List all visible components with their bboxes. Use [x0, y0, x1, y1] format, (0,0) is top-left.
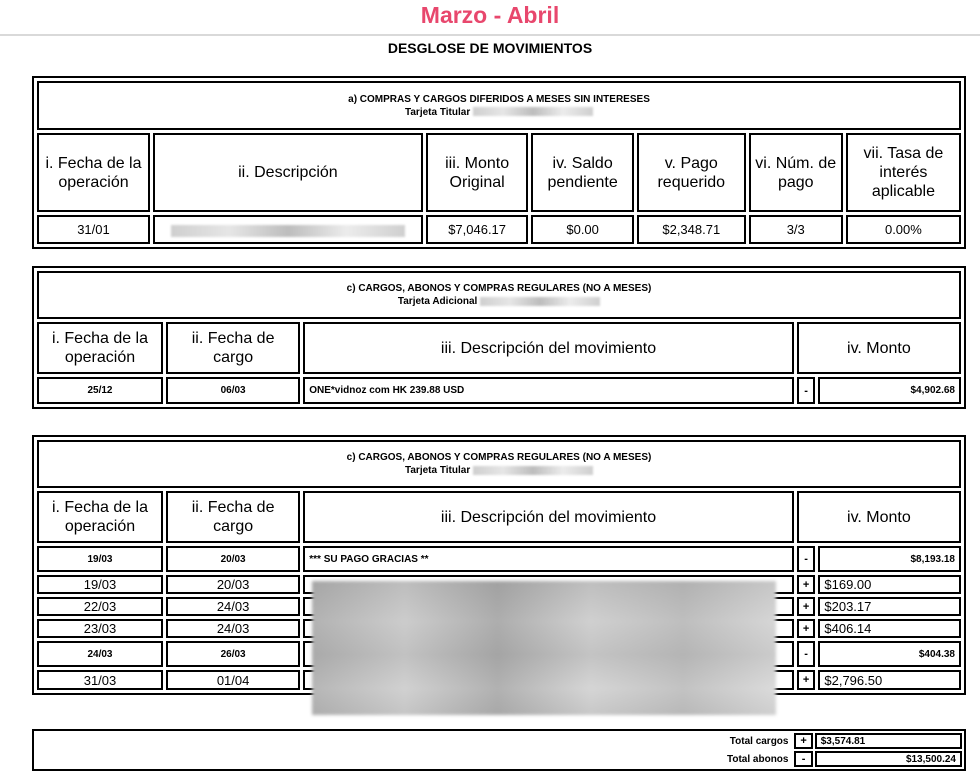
col-descripcion-movimiento: iii. Descripción del movimiento	[303, 491, 794, 543]
col-num-pago: vi. Núm. de pago	[749, 133, 843, 212]
total-cargos-amount: $3,574.81	[815, 733, 962, 749]
op-date: 23/03	[37, 619, 163, 638]
saldo-pendiente: $0.00	[531, 215, 634, 244]
msi-holder-label: Tarjeta Titular	[405, 106, 471, 118]
description: *** SU PAGO GRACIAS **	[303, 546, 794, 572]
amount: $8,193.18	[818, 546, 961, 572]
amount-sign: +	[797, 670, 816, 690]
adicional-holder-label: Tarjeta Adicional	[397, 296, 478, 307]
redacted-card-number	[480, 297, 600, 306]
amount-sign: +	[797, 619, 816, 638]
amount-sign: +	[797, 597, 816, 616]
redacted-descriptions	[312, 581, 776, 715]
msi-section-header	[37, 81, 961, 130]
table-row	[37, 546, 961, 572]
total-cargos-label: Total cargos	[729, 735, 789, 747]
titular-section-title: c) CARGOS, ABONOS Y COMPRAS REGULARES (NO A MESES)	[346, 452, 652, 463]
col-monto: iv. Monto	[797, 491, 961, 543]
amount: $203.17	[818, 597, 961, 616]
op-date: 19/03	[37, 546, 163, 572]
col-fecha-cargo: ii. Fecha de cargo	[166, 322, 300, 374]
table-row	[37, 215, 961, 244]
col-tasa-interes: vii. Tasa de interés aplicable	[846, 133, 961, 212]
col-descripcion: ii. Descripción	[153, 133, 423, 212]
col-monto: iv. Monto	[797, 322, 961, 374]
redacted-description	[171, 225, 405, 237]
total-cargos-sign: +	[794, 733, 812, 749]
table-row	[37, 377, 961, 404]
col-saldo-pendiente: iv. Saldo pendiente	[531, 133, 634, 212]
charge-date: 20/03	[166, 575, 300, 594]
adicional-section-header	[37, 271, 961, 319]
num-pago: 3/3	[749, 215, 843, 244]
col-descripcion-movimiento: iii. Descripción del movimiento	[303, 322, 794, 374]
op-date: 25/12	[37, 377, 163, 404]
amount-sign: -	[797, 546, 816, 572]
col-fecha-cargo: ii. Fecha de cargo	[166, 491, 300, 543]
redacted-card-number	[473, 107, 593, 116]
total-abonos-amount: $13,500.24	[815, 751, 962, 767]
charge-date: 24/03	[166, 597, 300, 616]
op-date: 24/03	[37, 641, 163, 667]
redacted-card-number	[473, 466, 593, 475]
adicional-table	[32, 266, 966, 409]
col-monto-original: iii. Monto Original	[426, 133, 529, 212]
amount: $404.38	[818, 641, 961, 667]
msi-table	[32, 76, 966, 249]
description: ONE*vidnoz com HK 239.88 USD	[303, 377, 794, 404]
page-subtitle: DESGLOSE DE MOVIMIENTOS	[387, 40, 593, 56]
amount: $4,902.68	[818, 377, 961, 404]
col-fecha-operacion: i. Fecha de la operación	[37, 491, 163, 543]
op-date: 22/03	[37, 597, 163, 616]
op-date: 31/03	[37, 670, 163, 690]
charge-date: 06/03	[166, 377, 300, 404]
msi-section-title: a) COMPRAS Y CARGOS DIFERIDOS A MESES SIN INTERESES	[348, 93, 650, 105]
charge-date: 26/03	[166, 641, 300, 667]
op-date: 31/01	[37, 215, 150, 244]
titular-section-header	[37, 440, 961, 488]
amount-sign: -	[797, 377, 816, 404]
total-abonos-sign: -	[794, 751, 812, 767]
amount: $406.14	[818, 619, 961, 638]
totals-table	[32, 729, 966, 771]
monto-original: $7,046.17	[426, 215, 529, 244]
total-abonos-label: Total abonos	[727, 753, 789, 765]
amount: $169.00	[818, 575, 961, 594]
amount-sign: -	[797, 641, 816, 667]
period-title: Marzo - Abril	[420, 2, 560, 28]
col-fecha-operacion: i. Fecha de la operación	[37, 133, 150, 212]
header-divider	[0, 34, 980, 36]
pago-requerido: $2,348.71	[637, 215, 746, 244]
amount: $2,796.50	[818, 670, 961, 690]
amount-sign: +	[797, 575, 816, 594]
adicional-section-title: c) CARGOS, ABONOS Y COMPRAS REGULARES (NO A MESES)	[346, 283, 652, 294]
titular-holder-label: Tarjeta Titular	[405, 465, 471, 476]
col-fecha-operacion: i. Fecha de la operación	[37, 322, 163, 374]
charge-date: 20/03	[166, 546, 300, 572]
col-pago-requerido: v. Pago requerido	[637, 133, 746, 212]
charge-date: 24/03	[166, 619, 300, 638]
op-date: 19/03	[37, 575, 163, 594]
tasa-interes: 0.00%	[846, 215, 961, 244]
description	[153, 215, 423, 244]
charge-date: 01/04	[166, 670, 300, 690]
